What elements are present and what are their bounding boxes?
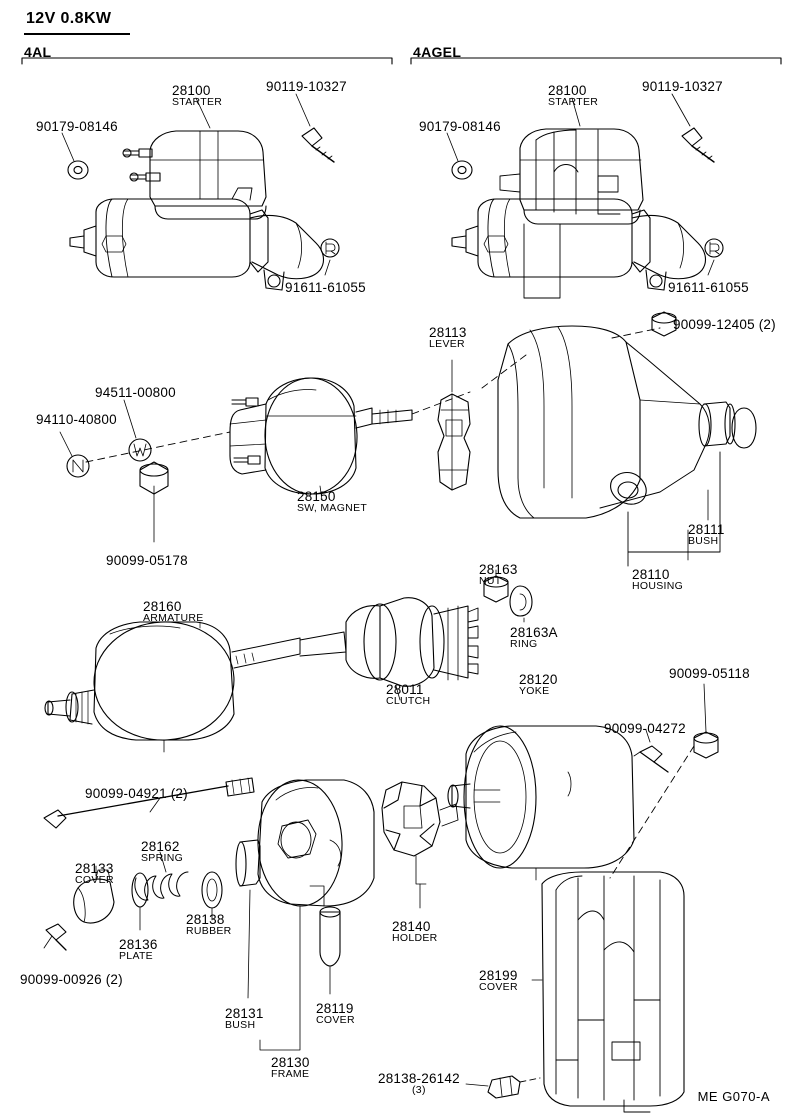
part-label-90179-08146-right: 90179-08146 [419, 119, 501, 134]
cover-28199 [532, 872, 684, 1112]
part-label-94511-00800: 94511-00800 [95, 385, 176, 400]
part-label-90179-08146-left: 90179-08146 [36, 119, 118, 134]
part-label-28100-right: 28100 STARTER [548, 83, 599, 108]
part-label-91611-61055-right: 91611-61055 [668, 280, 749, 295]
part-label-28136: 28136 PLATE [119, 937, 158, 962]
part-label-90099-05178: 90099-05178 [106, 553, 188, 568]
part-label-28100-left: 28100 STARTER [172, 83, 223, 108]
part-label-94110-40800: 94110-40800 [36, 412, 117, 427]
part-label-28131: 28131 BUSH [225, 1006, 264, 1031]
part-label-90099-00926: 90099-00926 (2) [20, 972, 123, 987]
part-label-90099-04272: 90099-04272 [604, 721, 686, 736]
part-label-28138: 28138 RUBBER [186, 912, 232, 937]
sheet-footer-code: ME G070-A [697, 1089, 770, 1104]
part-label-28111: 28111 BUSH [688, 522, 725, 547]
part-label-90119-10327-right: 90119-10327 [642, 79, 723, 94]
part-label-28199: 28199 COVER [479, 968, 518, 993]
lever-part [438, 360, 470, 490]
part-label-28120: 28120 YOKE [519, 672, 558, 697]
title-underline [24, 33, 130, 35]
clip-parts [466, 1076, 540, 1098]
part-label-28138-26142: 28138-26142 (3) [378, 1071, 460, 1096]
part-label-28162: 28162 SPRING [141, 839, 184, 864]
part-label-28133: 28133 COVER [75, 861, 114, 886]
part-label-28163: 28163 NUT [479, 562, 518, 587]
armature-assembly [45, 618, 346, 752]
part-label-28110: 28110 HOUSING [632, 567, 684, 592]
part-label-90119-10327-left: 90119-10327 [266, 79, 347, 94]
part-label-28160: 28160 ARMATURE [143, 599, 204, 624]
part-label-28140: 28140 HOLDER [392, 919, 438, 944]
part-label-90099-05118: 90099-05118 [669, 666, 750, 681]
brush-holder-assembly [382, 782, 458, 908]
group-label-4al: 4AL [24, 44, 52, 60]
part-label-28150: 28150 SW, MAGNET [297, 489, 368, 514]
part-label-91611-61055-left: 91611-61055 [285, 280, 366, 295]
part-label-28113: 28113 LEVER [429, 325, 467, 350]
part-label-28119: 28119 COVER [316, 1001, 355, 1026]
page-title: 12V 0.8KW [26, 10, 112, 27]
part-label-90099-12405: 90099-12405 (2) [673, 317, 776, 332]
part-label-28011: 28011 CLUTCH [386, 682, 431, 707]
yoke-assembly [448, 684, 718, 880]
part-label-28130: 28130 FRAME [271, 1055, 310, 1080]
part-label-28163A: 28163A RING [510, 625, 558, 650]
group-label-4agel: 4AGEL [413, 44, 462, 60]
clutch-assembly [346, 570, 532, 700]
part-label-90099-04921: 90099-04921 (2) [85, 786, 188, 801]
